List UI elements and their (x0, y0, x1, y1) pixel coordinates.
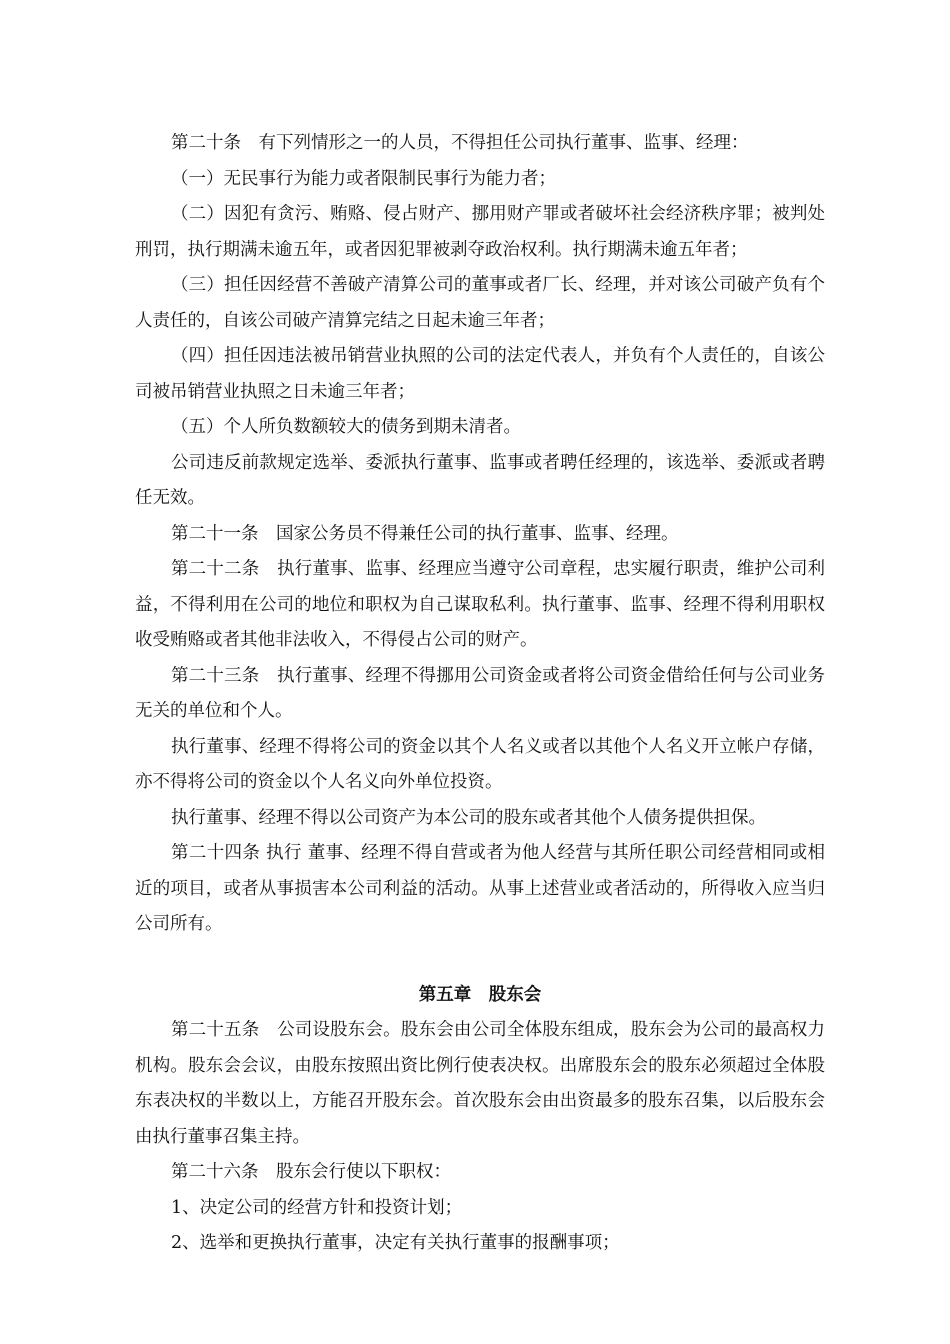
clause-2: （二）因犯有贪污、贿赂、侵占财产、挪用财产罪或者破坏社会经济秩序罪；被判处刑罚，执行期满未逾五年，或者因犯罪被剥夺政治权利。执行期满未逾五年者； (135, 204, 825, 260)
invalidity-paragraph: 公司违反前款规定选举、委派执行董事、监事或者聘任经理的，该选举、委派或者聘任无效。 (135, 452, 825, 508)
document-page (135, 126, 825, 1262)
power-item-2: 2、选举和更换执行董事，决定有关执行董事的报酬事项； (171, 1233, 620, 1253)
clause-5: （五）个人所负数额较大的债务到期未清者。 (171, 417, 521, 437)
article-25: 第二十五条 公司设股东会。股东会由公司全体股东组成，股东会为公司的最高权力机构。股东会会议，由股东按照出资比例行使表决权。出席股东会的股东必须超过全体股东表决权的半数以上，方能召开股东会。首次股东会由出资最多的股东召集，以后股东会由执行董事召集主持。 (135, 1020, 825, 1147)
chapter-heading: 第五章 股东会 (418, 984, 542, 1005)
clause-3: （三）担任因经营不善破产清算公司的董事或者厂长、经理，并对该公司破产负有个人责任的，自该公司破产清算完结之日起未逾三年者； (135, 275, 825, 331)
article-23-para-3: 执行董事、经理不得以公司资产为本公司的股东或者其他个人债务提供担保。 (171, 807, 766, 828)
article-26: 第二十六条 股东会行使以下职权： (171, 1162, 451, 1182)
article-23: 第二十三条 执行董事、经理不得挪用公司资金或者将公司资金借给任何与公司业务无关的单位和个人。 (135, 665, 825, 721)
clause-1: （一）无民事行为能力或者限制民事行为能力者； (171, 168, 556, 189)
clause-4: （四）担任因违法被吊销营业执照的公司的法定代表人，并负有个人责任的，自该公司被吊销营业执照之日未逾三年者； (135, 346, 825, 402)
article-24: 第二十四条 执行 董事、经理不得自营或者为他人经营与其所任职公司经营相同或相近的项目，或者从事损害本公司利益的活动。从事上述营业或者活动的，所得收入应当归公司所有。 (135, 843, 825, 934)
article-23-para-2: 执行董事、经理不得将公司的资金以其个人名义或者以其他个人名义开立帐户存储，亦不得将公司的资金以个人名义向外单位投资。 (135, 736, 825, 792)
article-21: 第二十一条 国家公务员不得兼任公司的执行董事、监事、经理。 (171, 523, 679, 544)
article-22: 第二十二条 执行董事、监事、经理应当遵守公司章程，忠实履行职责，维护公司利益，不得利用在公司的地位和职权为自己谋取私利。执行董事、监事、经理不得利用职权收受贿赂或者其他非法收入，不得侵占公司的财产。 (135, 559, 825, 650)
power-item-1: 1、决定公司的经营方针和投资计划； (171, 1197, 463, 1218)
article-20: 第二十条 有下列情形之一的人员，不得担任公司执行董事、监事、经理： (171, 133, 749, 153)
